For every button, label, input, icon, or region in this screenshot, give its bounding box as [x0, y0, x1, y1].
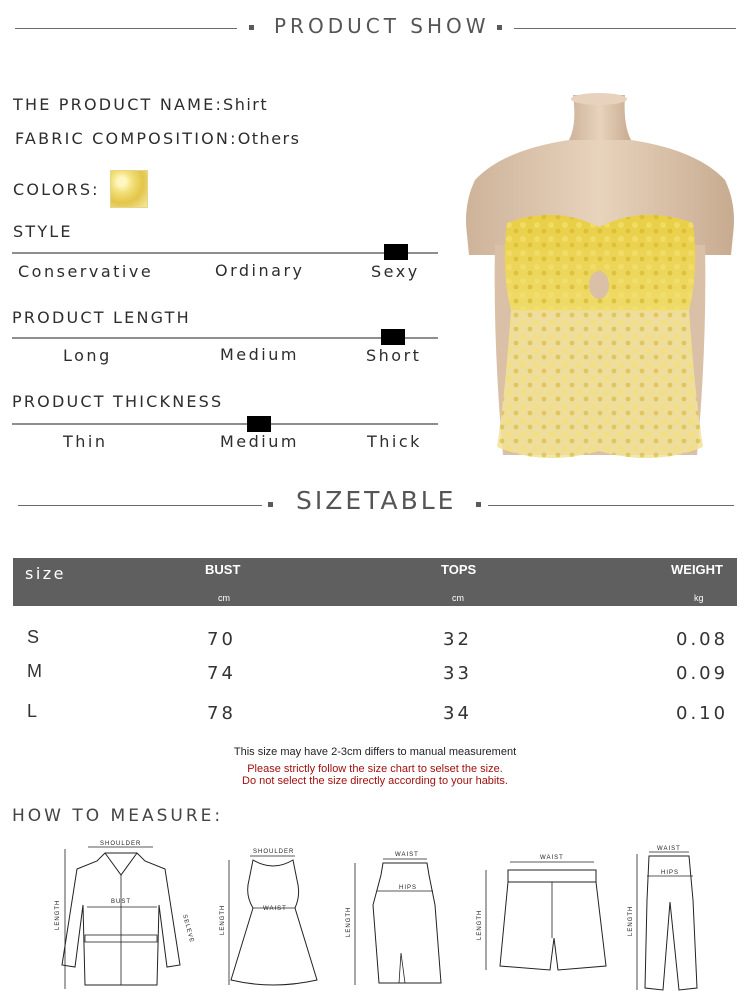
- jacket-shoulder-label: SHOULDER: [100, 841, 142, 847]
- length-scale-line: [12, 337, 438, 339]
- col-bust-unit: cm: [218, 593, 230, 603]
- jacket-sleeve-label: SELEVE: [181, 913, 195, 944]
- row-s-size: S: [27, 627, 40, 647]
- col-weight-header: WEIGHT: [671, 562, 723, 577]
- skirt-measure-figure: [343, 845, 453, 995]
- jacket-bust-label: BUST: [111, 899, 132, 905]
- header-square-right: [497, 25, 502, 30]
- sizetable-title: SIZETABLE: [296, 486, 457, 515]
- thickness-option-thin: Thin: [63, 432, 108, 451]
- fabric-value: Others: [237, 129, 301, 148]
- product-name-value: Shirt: [223, 95, 269, 114]
- header-rule-left: [15, 28, 237, 29]
- trousers-waist-label: WAIST: [657, 846, 681, 852]
- size-header-square-right: [476, 502, 481, 507]
- colors-label: COLORS:: [13, 180, 100, 199]
- thickness-option-thick: Thick: [367, 432, 422, 451]
- col-size-header: size: [25, 564, 67, 583]
- row-s-tops: 32: [443, 629, 472, 650]
- length-option-medium: Medium: [220, 345, 299, 364]
- trousers-length-label: LENGTH: [628, 905, 634, 936]
- dress-length-label: LENGTH: [220, 904, 226, 935]
- col-bust-header: BUST: [205, 562, 241, 577]
- row-m-bust: 74: [207, 663, 236, 684]
- jacket-length-label: LENGTH: [55, 899, 61, 930]
- shorts-measure-figure: [478, 848, 618, 978]
- jacket-measure-figure: [45, 835, 195, 995]
- shorts-length-label: LENGTH: [477, 909, 483, 940]
- row-m-size: M: [27, 661, 42, 681]
- row-l-size: L: [27, 701, 38, 721]
- size-header-rule-right: [488, 505, 734, 506]
- shorts-waist-label: WAIST: [540, 855, 564, 861]
- row-l-weight: 0.10: [676, 703, 729, 724]
- skirt-length-label: LENGTH: [346, 906, 352, 937]
- col-tops-unit: cm: [452, 593, 464, 603]
- fabric-composition: [15, 129, 300, 148]
- style-option-conservative: Conservative: [18, 262, 154, 281]
- row-s-weight: 0.08: [676, 629, 729, 650]
- col-tops-header: TOPS: [441, 562, 477, 577]
- style-option-ordinary: Ordinary: [215, 261, 305, 280]
- size-table-header: [13, 558, 737, 606]
- length-option-long: Long: [63, 346, 112, 365]
- thickness-option-medium: Medium: [220, 432, 299, 451]
- fabric-label: FABRIC COMPOSITION:: [15, 129, 238, 148]
- skirt-hips-label: HIPS: [399, 885, 418, 891]
- size-header-rule-left: [18, 505, 262, 506]
- color-swatch-yellow[interactable]: [110, 170, 148, 208]
- row-s-bust: 70: [207, 629, 236, 650]
- size-warning-2: Do not select the size directly according to your habits.: [242, 775, 508, 787]
- mannequin-illustration: [463, 95, 737, 467]
- length-title: PRODUCT LENGTH: [12, 308, 191, 327]
- trousers-hips-label: HIPS: [661, 870, 680, 876]
- dress-shoulder-label: SHOULDER: [253, 849, 295, 855]
- style-marker: [384, 244, 408, 260]
- thickness-scale-line: [12, 423, 438, 425]
- style-title: STYLE: [13, 222, 73, 241]
- how-to-measure-title: HOW TO MEASURE:: [12, 806, 224, 826]
- skirt-waist-label: WAIST: [395, 852, 419, 858]
- row-l-bust: 78: [207, 703, 236, 724]
- row-m-tops: 33: [443, 663, 472, 684]
- dress-waist-label: WAIST: [263, 906, 287, 912]
- col-weight-unit: kg: [694, 593, 704, 603]
- row-l-tops: 34: [443, 703, 472, 724]
- length-marker: [381, 329, 405, 345]
- product-name-label: THE PRODUCT NAME:: [13, 95, 224, 114]
- product-image: [463, 95, 737, 467]
- header-square-left: [249, 25, 254, 30]
- size-header-square-left: [268, 502, 273, 507]
- measurement-note: This size may have 2-3cm differs to manual measurement: [233, 746, 517, 758]
- size-warning-1: Please strictly follow the size chart to selset the size.: [247, 763, 503, 775]
- header-rule-right: [514, 28, 736, 29]
- dress-measure-figure: [215, 840, 325, 995]
- row-m-weight: 0.09: [676, 663, 729, 684]
- thickness-title: PRODUCT THICKNESS: [12, 392, 224, 411]
- product-show-title: PRODUCT SHOW: [274, 14, 490, 38]
- style-option-sexy: Sexy: [371, 262, 420, 281]
- trousers-measure-figure: [625, 840, 705, 995]
- product-name: [13, 95, 268, 114]
- style-scale-line: [12, 252, 438, 254]
- thickness-marker: [247, 416, 271, 432]
- length-option-short: Short: [366, 346, 422, 365]
